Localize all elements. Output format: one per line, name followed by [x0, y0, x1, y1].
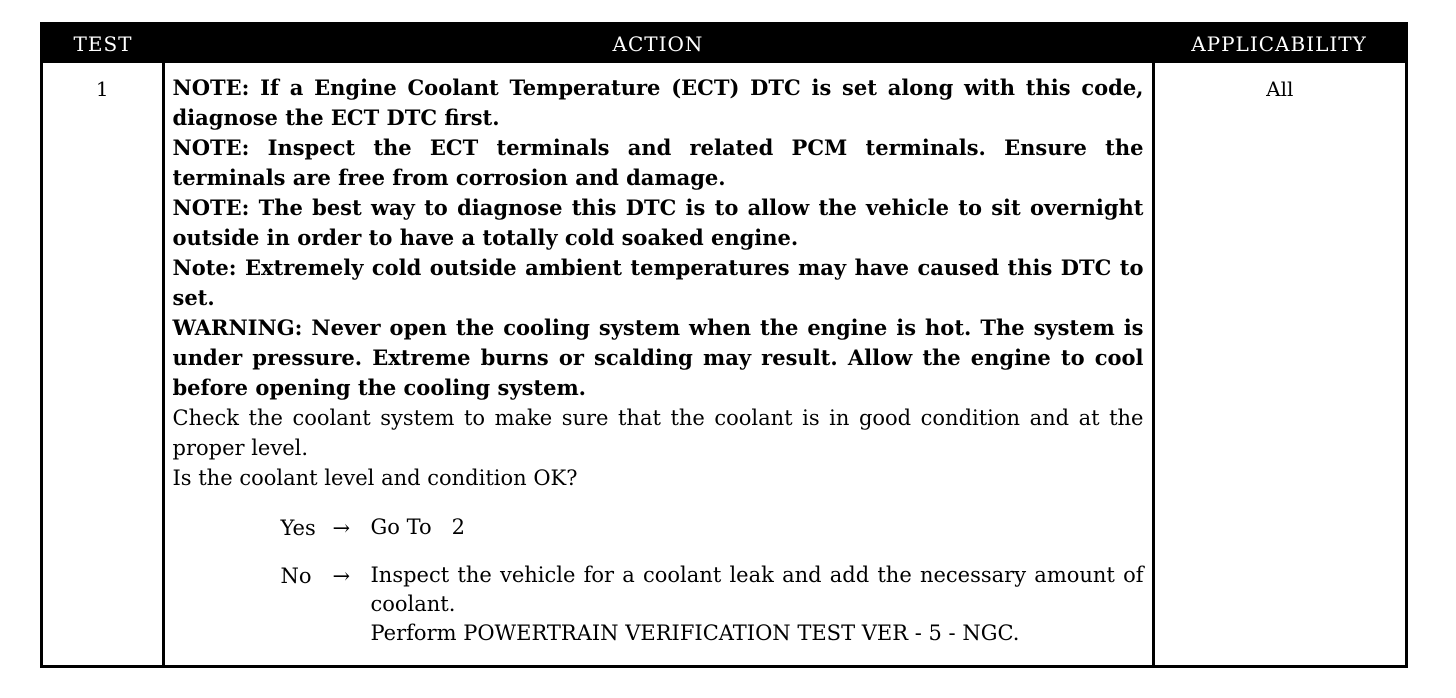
answer-no-action — [371, 561, 1144, 648]
instruction-check-coolant: Check the coolant system to make sure that the coolant is in good condition and at the proper level. — [172, 406, 1144, 460]
question-coolant-ok: Is the coolant level and condition OK? — [172, 466, 578, 490]
answer-yes — [173, 513, 1144, 543]
note-inspect-terminals: NOTE: Inspect the ECT terminals and related PCM terminals. Ensure the terminals are free from corrosion and damage. — [172, 135, 1144, 190]
header-test: TEST — [43, 25, 163, 63]
answer-no-action-line1: Inspect the vehicle for a coolant leak and add the necessary amount of coolant. — [370, 563, 1144, 616]
note-ect-dtc: NOTE: If a Engine Coolant Temperature (ECT) DTC is set along with this code, diagnose the ECT DTC first. — [172, 75, 1144, 130]
answer-no — [173, 561, 1144, 648]
test-number: 1 — [95, 77, 109, 101]
note-ambient-temp: Note: Extremely cold outside ambient temperatures may have caused this DTC to set. — [172, 255, 1144, 310]
header-action: ACTION — [163, 25, 1153, 63]
header-applicability: APPLICABILITY — [1153, 25, 1405, 63]
applicability-value: All — [1153, 63, 1405, 666]
table-row — [43, 63, 1405, 666]
diagnostic-table — [40, 22, 1408, 668]
answer-no-label: No — [280, 564, 312, 588]
arrow-right-icon: → — [332, 516, 351, 540]
test-table — [43, 25, 1405, 666]
answers — [173, 513, 1144, 648]
arrow-right-icon: → — [332, 564, 351, 588]
warning-cooling-system: WARNING: Never open the cooling system when the engine is hot. The system is under pressure. Extreme burns or scalding may result. Allow the engine to cool before opening the cooling system. — [172, 315, 1144, 400]
answer-yes-action: Go To 2 — [370, 515, 465, 539]
action-cell — [163, 63, 1153, 666]
note-cold-soak: NOTE: The best way to diagnose this DTC is to allow the vehicle to sit overnight outside in order to have a totally cold soaked engine. — [172, 195, 1144, 250]
answer-yes-label: Yes — [280, 516, 316, 540]
answer-no-action-line2: Perform POWERTRAIN VERIFICATION TEST VER - 5 - NGC. — [370, 621, 1020, 645]
header-row — [43, 25, 1405, 63]
